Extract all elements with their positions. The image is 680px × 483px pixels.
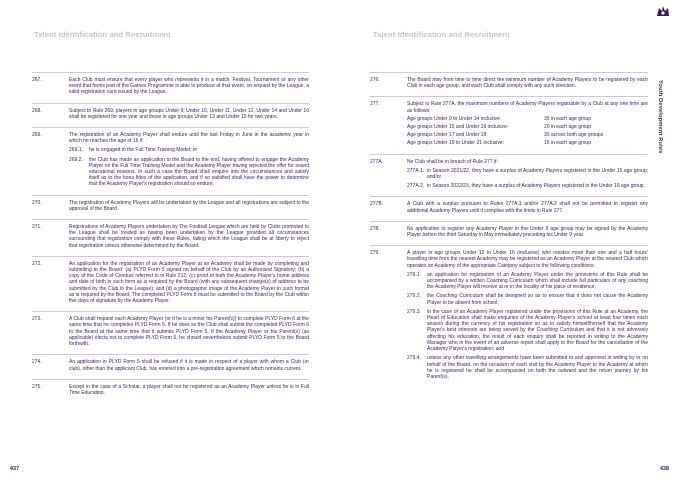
rule-number: 277B. (370, 201, 384, 208)
sub-rule-279-1 (407, 272, 648, 291)
rule-number: 269. (32, 132, 42, 139)
rule-269 (32, 127, 309, 188)
rule-number: 277. (370, 101, 380, 108)
sub-rule-text: the Coaching Curriculum shall be designed so as to ensure that it does not cause the Academy Player to be absent from school; (427, 293, 648, 306)
rule-text: No Club shall be in breach of Rule 277 if: (407, 158, 498, 165)
sub-rule-279-4 (407, 355, 648, 380)
rule-number: 273. (32, 316, 42, 323)
rule-text: The registration of Academy Players will be undertaken by the League and all registrations are subject to the approval of the Board. (69, 199, 309, 212)
quota-age-group: Age groups Under 15 and Under 16 inclusive: (407, 124, 509, 131)
rule-text: Subject to Rule 277A, the maximum numbers of Academy Players registrable by a Club at any one time are as follows: (407, 101, 648, 114)
rule-number: 275. (32, 383, 42, 390)
rule-text: A player in age groups Under 12 to Under 16 (inclusive) who resides more than one and a half hours' travelling time from the nearest Academy may be registered as an Academy Player at the nearest Club which operates an Academy of the appropriate Category subject to the following conditions: (407, 250, 648, 269)
rule-text: Subject to Rule 269, players in age groups Under 9, Under 10, Under 11, Under 12, Under 14 and Under 16 shall be registered for one year and those in age groups Under 13 and Under 15 for two years. (69, 107, 309, 120)
rule-278 (370, 221, 648, 238)
sub-rule-text: in Season 2022/23, they have a surplus of Academy Players registered in the Under 16 age group. (427, 183, 645, 190)
rule-271 (32, 219, 309, 249)
left-rules (32, 72, 309, 403)
rule-279 (370, 245, 648, 380)
rule-body (407, 159, 648, 190)
rule-number: 279. (370, 250, 380, 257)
rule-body (69, 132, 309, 188)
rule-276 (370, 72, 648, 89)
sub-rule-number: 269.1. (69, 147, 83, 154)
sub-rule-number: 279.3. (407, 308, 421, 315)
rule-number: 277A. (370, 158, 384, 165)
rule-text: The registration of an Academy Player shall endure until the last Friday in June in the academic year in which he reaches the age of 16 if: (69, 132, 309, 145)
rule-text: No application to register any Academy Player in the Under 9 age group may be signed by the Academy Player before the third Saturday in May immediately preceding his Under 9 year. (407, 225, 648, 239)
sub-rule-279-3 (407, 309, 648, 352)
quota-row (407, 140, 648, 146)
sub-rule-number: 277A.2. (407, 183, 425, 190)
sub-rule-text: in Season 2021/22, they have a surplus of Academy Players registered in the Under 15 age group; and/or (427, 167, 648, 181)
rule-277a (370, 154, 648, 190)
sub-rule-277a-1 (407, 168, 648, 180)
rule-text: Except in the case of a Scholar, a player shall not be registered as an Academy Player unless he is in Full Time Education. (69, 383, 309, 396)
rule-number: 278. (370, 225, 380, 232)
sub-rule-text: in the case of an Academy Player registered under the provisions of this Rule at an Academy, the Head of Education shall make enquiries of the Academy Player's school at least four times each season during the currency of his registration so as to satisfy himself/herself that the Academy Player's best interests are being served by the Coaching Curriculum and that it is not adversely affecting his education, the result of each enquiry shall be reported in writing to the Academy Manager who in the event of an adverse report shall apply to the Board for the cancellation of the Academy Player's registration; and (427, 308, 648, 353)
side-section-label: Youth Development Rules (657, 80, 663, 154)
quota-age-group: Age groups Under 17 and Under 18: (407, 132, 488, 139)
quota-limit: 20 in each age group (544, 124, 591, 131)
rule-text: An application for the registration of an Academy Player at an Academy shall be made by completing and submitting to the Board: (a) PLYD Form 5 signed on behalf of the Club by an Authorised Signatory; (b) a copy of the Code of Conduct referred to in Rule 212; (c) proof of both the Academy Player's home address and date of birth in such form as is required by the Board (with any subsequent change(s) of address to be submitted by the Club to the League); and (d) a photographic image of the Academy Player in such format as is required by the Board. The completed PLYD Form 5 must be submitted to the Board by the Club within five days of signature by the Academy Player. (69, 260, 309, 305)
rule-277b (370, 196, 648, 213)
sub-rule-277a-2 (407, 183, 648, 189)
rule-number: 272. (32, 260, 42, 267)
rule-number: 271. (32, 224, 42, 231)
league-lion-logo-icon (654, 3, 672, 19)
right-rules (370, 72, 648, 387)
quota-limit: 30 across both age groups (544, 132, 604, 139)
sub-rule-text: the Club has made an application to the Board to the end, having offered to engage the Academy Player on the Full Time Training Model and the Academy Player having rejected the offer for sound educational reasons. In such a case the Board shall enquire into the circumstances and satisfy itself as to the bona fides of the application, and if so satisfied shall have the power to determine that the Academy Player's registration should so endure. (89, 156, 309, 188)
quota-row (407, 132, 648, 138)
sub-rule-number: 279.2. (407, 293, 421, 300)
rule-number: 270. (32, 199, 42, 206)
sub-rule-number: 269.2. (69, 156, 83, 163)
rule-number: 268. (32, 107, 42, 114)
quota-limit: 15 in each age group (544, 140, 591, 147)
rule-text: An application in PLYD Form 5 shall be refused if it is made in respect of a player with whom a Club (or club), other than the applicant Club, has entered into a pre-registration agreement which remains current. (69, 359, 309, 372)
rule-274 (32, 354, 309, 371)
rule-number: 276. (370, 77, 380, 83)
sub-rule-text: an application for registration of an Academy Player under the provisions of this Rule shall be accompanied by a written Coaching Curriculum which shall include full particulars of any coaching the Academy Player will receive at or in the locality of his place of residence; (427, 271, 648, 291)
quota-row (407, 116, 648, 122)
rule-270 (32, 195, 309, 212)
page-number-right: 438 (660, 466, 669, 472)
sub-rule-number: 277A.1. (407, 167, 425, 174)
rule-body (407, 250, 648, 380)
rule-268 (32, 103, 309, 120)
rule-277 (370, 96, 648, 146)
sub-rule-269-1 (69, 147, 309, 153)
quota-row (407, 124, 648, 130)
rule-275 (32, 379, 309, 396)
rule-number: 274. (32, 359, 42, 366)
right-page (340, 0, 680, 483)
rule-body (407, 101, 648, 146)
quota-age-group: Age groups Under 9 to Under 14 inclusive: (407, 115, 502, 122)
sub-rule-269-2 (69, 157, 309, 188)
rule-text: A Club with a surplus pursuant to Rules 277A.1 and/or 277A.2 shall not be permitted to register any additional Academy Players until it complies with the limits in Rule 277. (407, 201, 648, 214)
quota-limit: 30 in each age group (544, 115, 591, 122)
rule-text: Registrations of Academy Players undertaken by The Football League which are held by Clubs promoted to the League shall be treated as having been undertaken by the League provided all circumstances surrounding that registration comply with these Rules, failing which the League shall be at liberty to reject that registration unless otherwise determined by the Board. (69, 224, 309, 249)
rule-text: Each Club must ensure that every player who represents it in a match, Festival, Tournament or any other event that forms part of the Games Programme is able to produce at that event, on request by the League, a valid registration card issued by the League. (69, 77, 309, 96)
rule-text: A Club shall request each Academy Player (or if he is a minor his Parent(s)) to complete PLYD Form 6 at the same time that he completes PLYD Form 5. If he does so the Club shall submit the completed PLYD Form 6 to the Board at the same time that it submits PLYD Form 5. If the Academy Player or his Parent(s) (as applicable) elects not to complete PLYD Form 6, he should nevertheless submit PLYD Form 5 to the Board forthwith. (69, 316, 309, 348)
sub-rule-text: unless any other travelling arrangements have been submitted to and approved in writing by or on behalf of the Board, on the occasion of each visit by the Academy Player to the Academy at which he is registered he shall be accompanied on both the outward and the return journey by his Parent(s). (427, 355, 648, 380)
page-number-left: 437 (10, 466, 19, 472)
sub-rule-number: 279.1. (407, 271, 421, 278)
rule-273 (32, 311, 309, 347)
rule-number: 267. (32, 77, 42, 83)
quota-age-group: Age groups Under 19 to Under 21 inclusive: (407, 140, 505, 147)
left-page-header: Talent Identification and Recruitment (34, 30, 171, 39)
rule-267 (32, 72, 309, 96)
sub-rule-text: he is engaged in the Full Time Training Model; or (89, 147, 198, 154)
sub-rule-number: 279.4. (407, 355, 421, 362)
right-page-header: Talent Identification and Recruitment (373, 30, 510, 39)
rule-text: The Board may from time to time direct the minimum number of Academy Players to be registered by each Club in each age group, and each Club shall comply with any such direction. (407, 77, 648, 90)
sub-rule-279-2 (407, 293, 648, 305)
rule-272 (32, 256, 309, 304)
